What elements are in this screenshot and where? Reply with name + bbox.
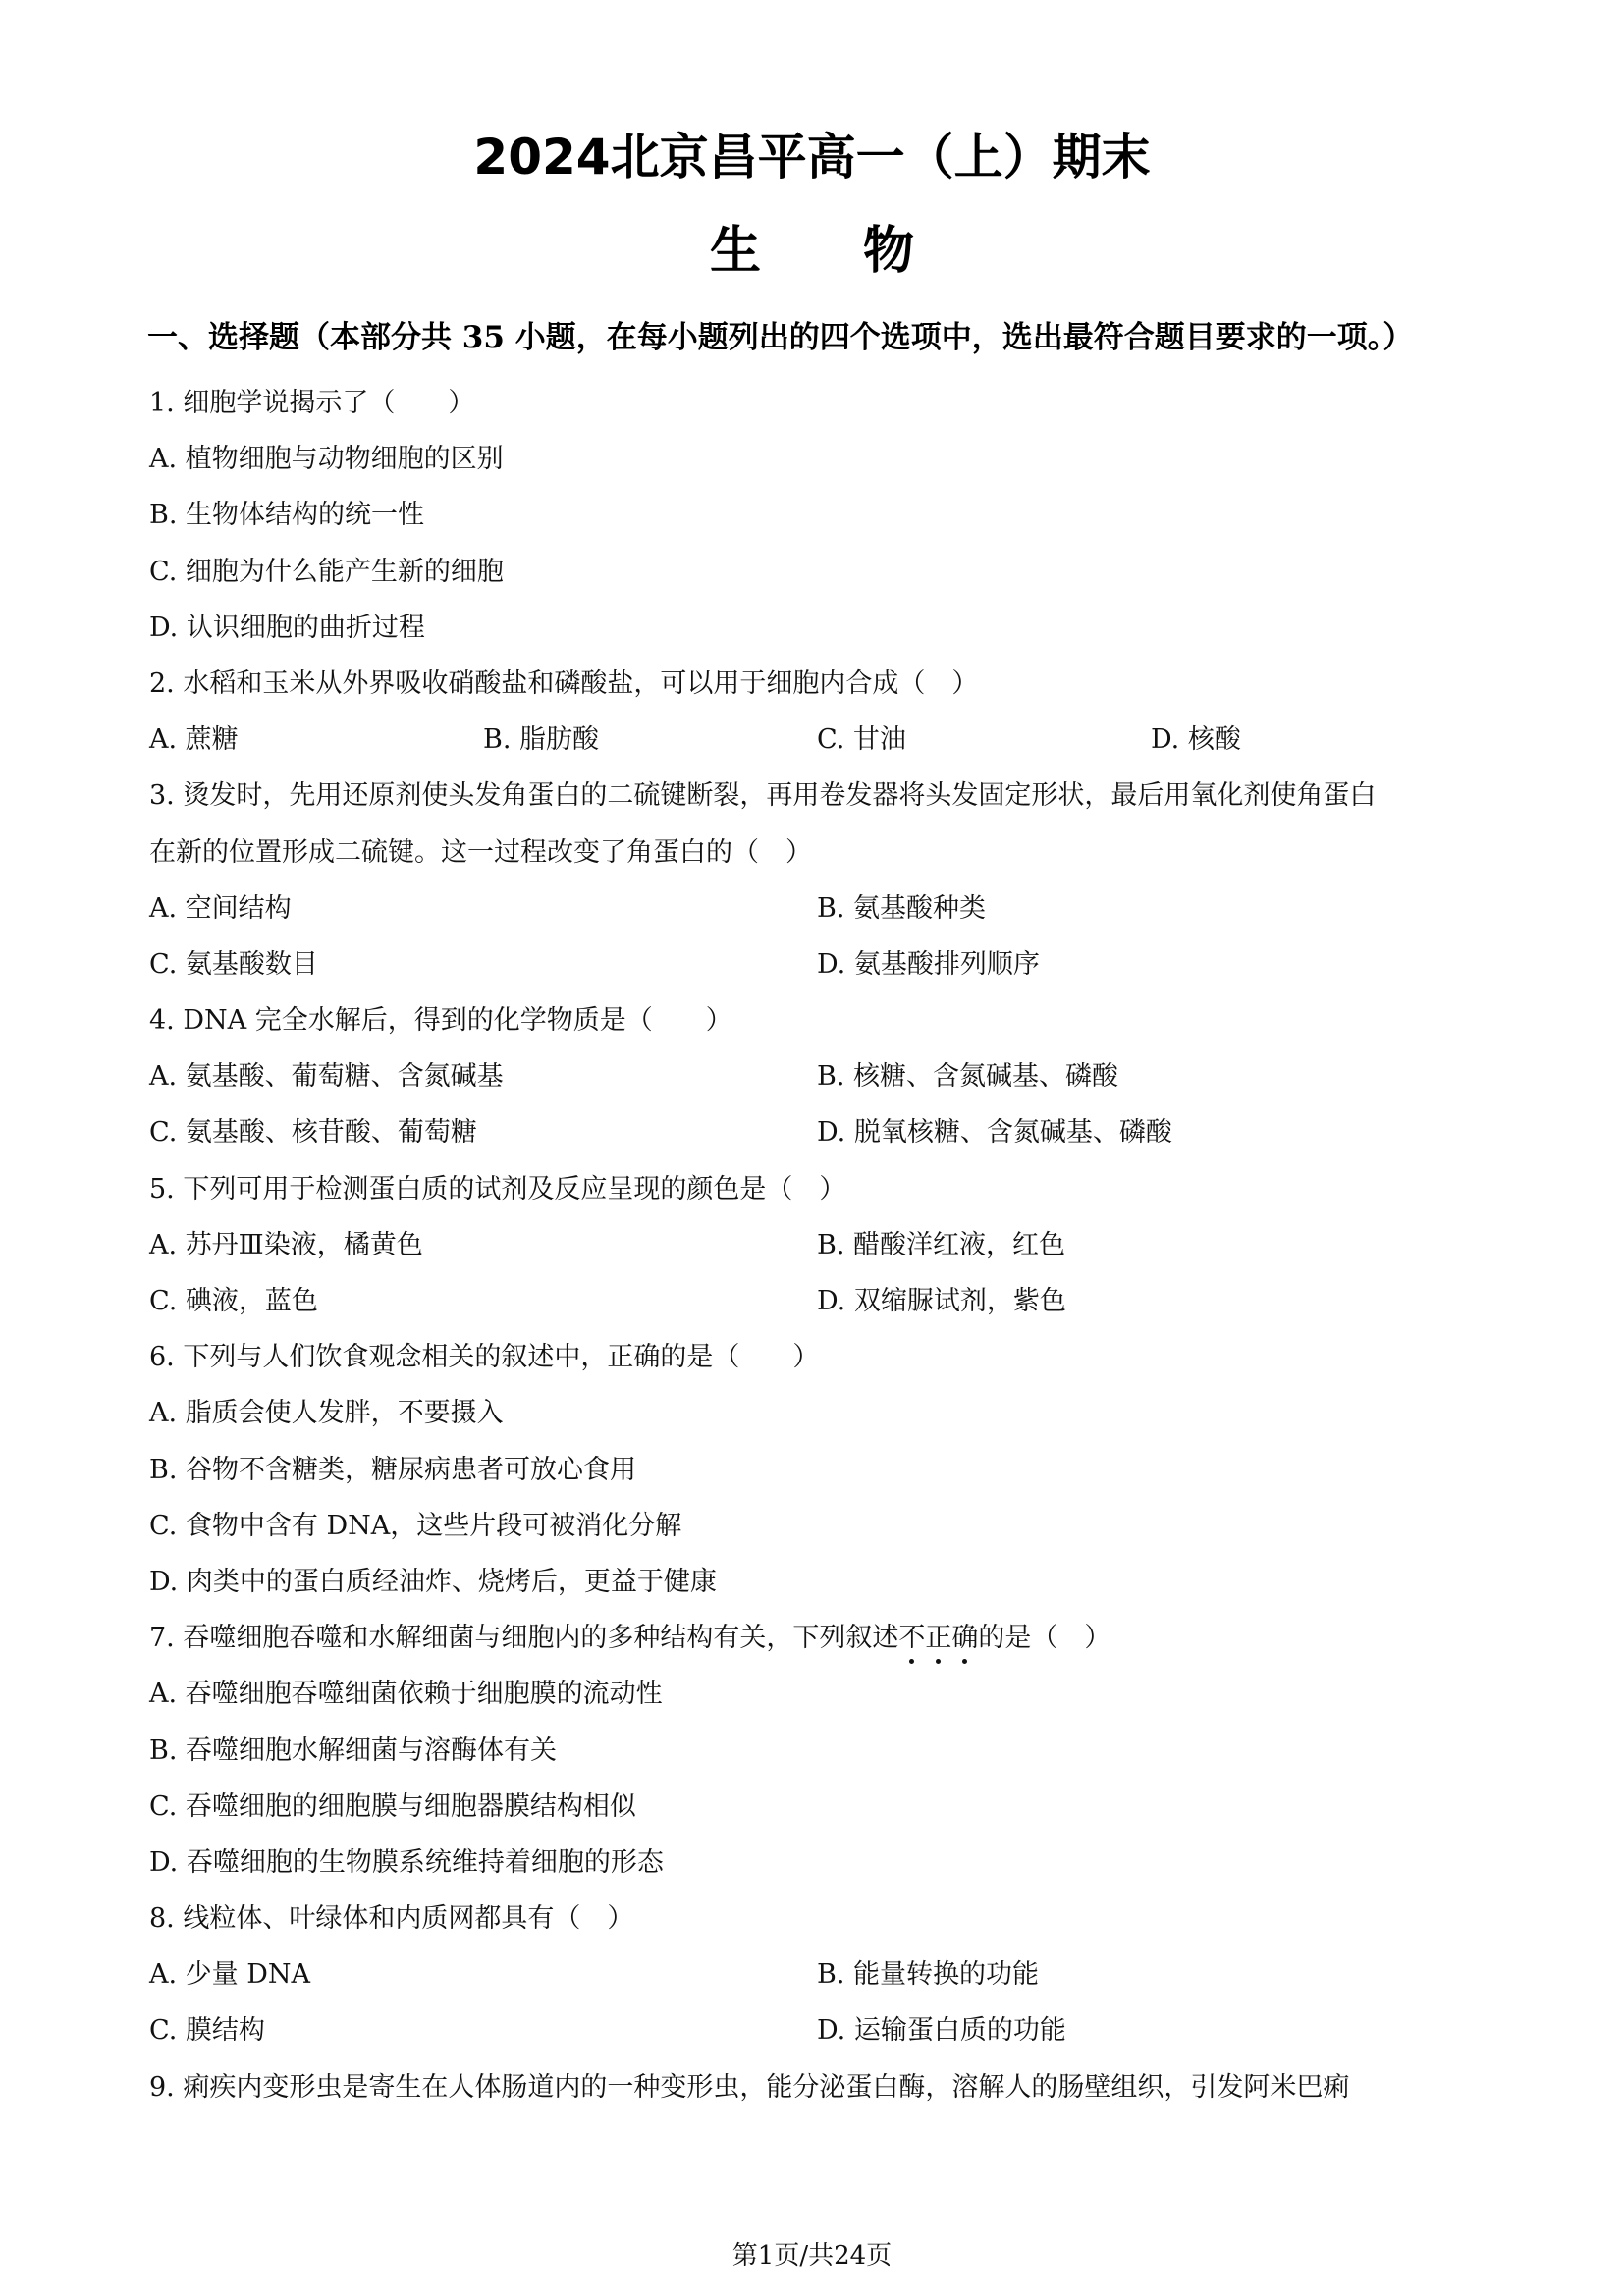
option: C. 碘液，蓝色 [149, 1286, 318, 1316]
option: B. 氨基酸种类 [817, 892, 987, 924]
question-stem: 2. 水稻和玉米从外界吸收硝酸盐和磷酸盐，可以用于细胞内合成（ ） [149, 667, 979, 699]
option: B. 能量转换的功能 [817, 1959, 1040, 1991]
option: D. 认识细胞的曲折过程 [149, 612, 425, 643]
option-row [149, 1104, 1485, 1160]
option-row [149, 1217, 1485, 1273]
option: D. 脱氧核糖、含氮碱基、磷酸 [817, 1117, 1172, 1148]
option: D. 吞噬细胞的生物膜系统维持着细胞的形态 [149, 1846, 664, 1878]
option: D. 核酸 [1151, 724, 1241, 756]
emphasis-text [898, 1610, 978, 1666]
stem-text: 的是（ ） [978, 1623, 1111, 1654]
stem-text: 7. 吞噬细胞吞噬和水解细菌与细胞内的多种结构有关，下列叙述 [149, 1623, 899, 1654]
option: A. 脂质会使人发胖，不要摄入 [149, 1398, 504, 1429]
option: D. 双缩脲试剂，紫色 [817, 1286, 1066, 1316]
question-stem: 3. 烫发时，先用还原剂使头发角蛋白的二硫键断裂，再用卷发器将头发固定形状，最后用氧化剂使角蛋白 [149, 780, 1377, 812]
option: D. 氨基酸排列顺序 [817, 948, 1040, 980]
emphasis-dot [962, 1659, 967, 1664]
question-stem: 6. 下列与人们饮食观念相关的叙述中，正确的是（ ） [149, 1342, 820, 1373]
option: A. 氨基酸、葡萄糖、含氮碱基 [149, 1061, 504, 1093]
option: C. 膜结构 [149, 2015, 265, 2047]
section-heading: 一、选择题（本部分共 35 小题，在每小题列出的四个选项中，选出最符合题目要求的一项。） [147, 320, 1414, 355]
question-stem [149, 1610, 1485, 1666]
exam-subject: 生物 [709, 222, 1016, 281]
option: C. 甘油 [817, 724, 906, 756]
option: A. 植物细胞与动物细胞的区别 [149, 444, 504, 475]
option: C. 吞噬细胞的细胞膜与细胞器膜结构相似 [149, 1790, 636, 1822]
option: C. 细胞为什么能产生新的细胞 [149, 556, 504, 587]
question-stem-continued: 在新的位置形成二硫键。这一过程改变了角蛋白的（ ） [149, 836, 812, 868]
page-footer: 第1页/共24页 [731, 2241, 893, 2270]
emphasis-word: 不正确 [898, 1623, 979, 1654]
option: D. 肉类中的蛋白质经油炸、烧烤后，更益于健康 [149, 1566, 717, 1597]
option: B. 生物体结构的统一性 [149, 500, 425, 531]
question-stem: 5. 下列可用于检测蛋白质的试剂及反应呈现的颜色是（ ） [149, 1173, 846, 1204]
option-row [149, 712, 1485, 768]
exam-title: 2024北京昌平高一（上）期末 [473, 129, 1151, 186]
option: A. 少量 DNA [149, 1959, 311, 1991]
option-row [149, 1273, 1485, 1329]
option-row [149, 1947, 1485, 2002]
option: A. 空间结构 [149, 892, 292, 924]
option: A. 吞噬细胞吞噬细菌依赖于细胞膜的流动性 [149, 1679, 663, 1710]
question-list [149, 375, 1485, 2115]
option: B. 醋酸洋红液，红色 [817, 1229, 1066, 1260]
option: A. 蔗糖 [149, 724, 239, 756]
option-row [149, 881, 1485, 936]
option: C. 氨基酸数目 [149, 948, 318, 980]
question-stem: 8. 线粒体、叶绿体和内质网都具有（ ） [149, 1903, 634, 1935]
option-row [149, 936, 1485, 992]
option: A. 苏丹Ⅲ染液，橘黄色 [149, 1229, 423, 1260]
option: C. 食物中含有 DNA，这些片段可被消化分解 [149, 1510, 682, 1541]
emphasis-dot [909, 1659, 914, 1664]
option-row [149, 2002, 1485, 2058]
option-row [149, 1048, 1485, 1104]
option: B. 脂肪酸 [483, 724, 600, 756]
question-stem: 4. DNA 完全水解后，得到的化学物质是（ ） [149, 1005, 732, 1037]
question-stem: 9. 痢疾内变形虫是寄生在人体肠道内的一种变形虫，能分泌蛋白酶，溶解人的肠壁组织，引发阿米巴痢 [149, 2071, 1350, 2103]
emphasis-dot [936, 1659, 941, 1664]
option: D. 运输蛋白质的功能 [817, 2015, 1066, 2047]
option: B. 核糖、含氮碱基、磷酸 [817, 1061, 1119, 1093]
option: B. 谷物不含糖类，糖尿病患者可放心食用 [149, 1454, 637, 1485]
option: C. 氨基酸、核苷酸、葡萄糖 [149, 1117, 477, 1148]
option: B. 吞噬细胞水解细菌与溶酶体有关 [149, 1735, 558, 1766]
question-stem: 1. 细胞学说揭示了（ ） [149, 388, 475, 418]
